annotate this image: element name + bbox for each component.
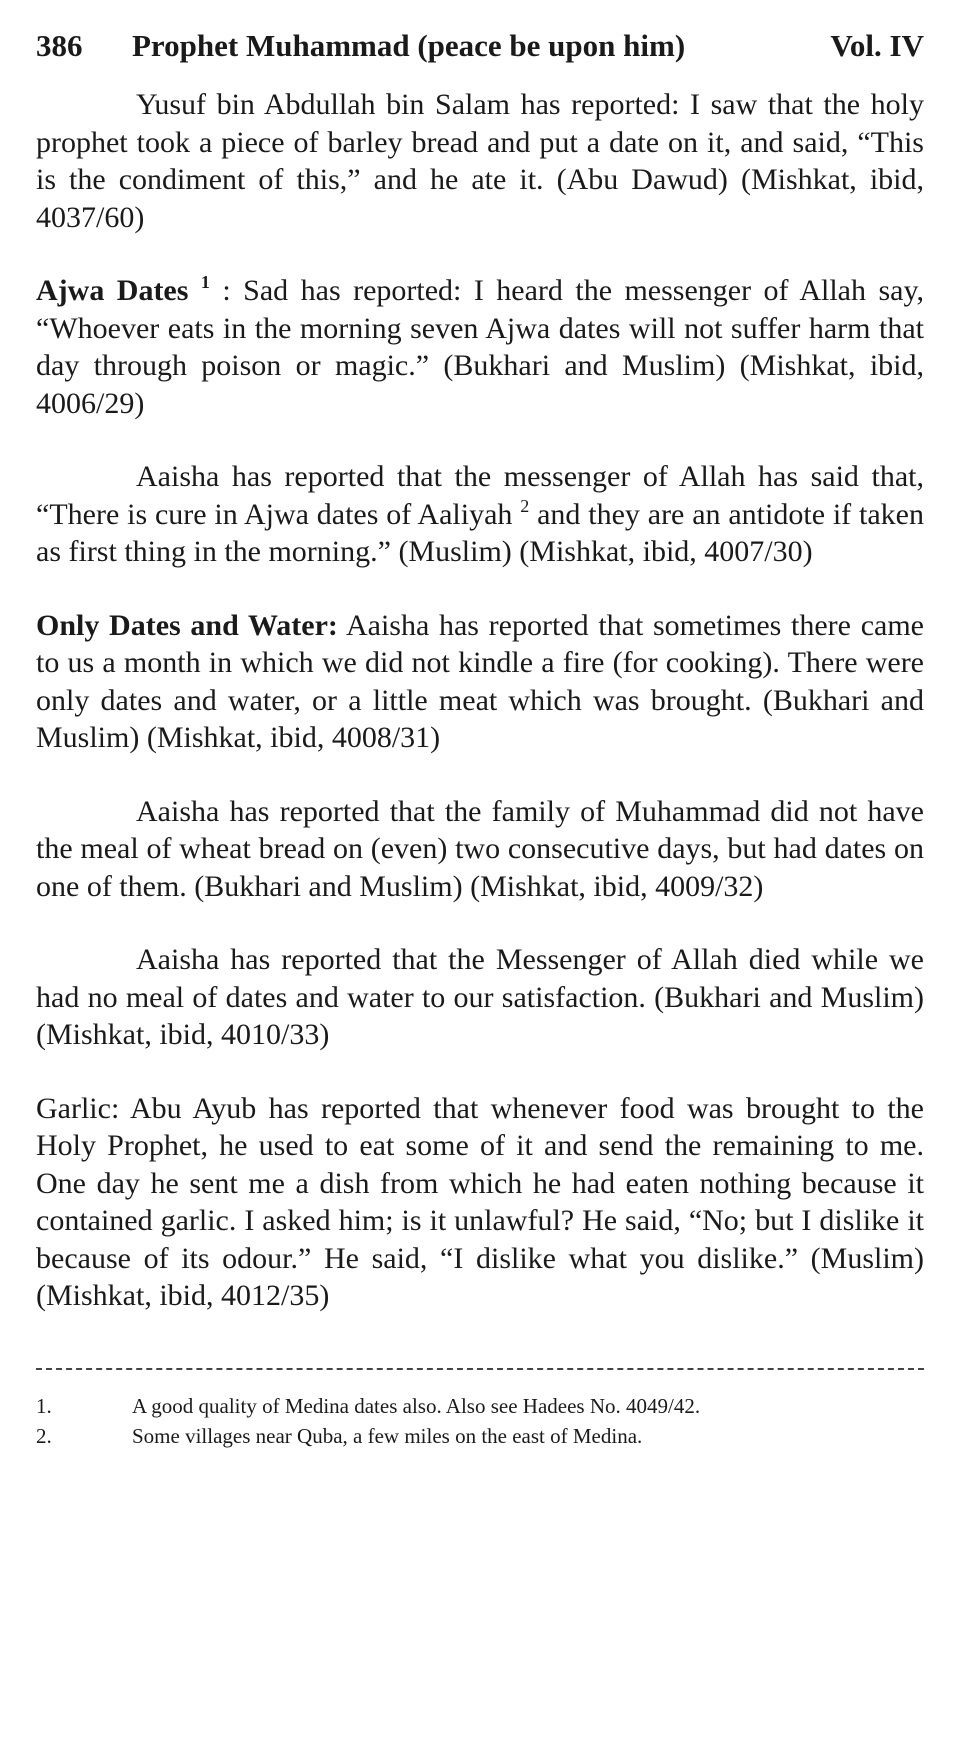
section-heading-ajwa-dates (36, 274, 210, 307)
section-heading-dates-water: Only Dates and Water: (36, 608, 338, 642)
running-title: Prophet Muhammad (peace be upon him) (132, 28, 686, 63)
footnote-ref-2[interactable]: 2 (520, 495, 530, 516)
footnote-ref-1[interactable]: 1 (200, 272, 210, 292)
footnote-1 (36, 1391, 924, 1421)
footnote-number: 1. (36, 1393, 52, 1418)
paragraph-messenger-died (36, 941, 924, 1054)
footnote-number: 2. (36, 1423, 52, 1448)
book-page (36, 26, 924, 1451)
paragraph-ajwa-cure (36, 458, 924, 571)
paragraph-text: Yusuf bin Abdullah bin Salam has reported: I saw that the holy prophet took a piece of barley bread and put a date on it, and said, “This is the condiment of this,” and he ate it. (Abu Dawud) (Mishkat, ibid, 4037/60) (36, 88, 924, 234)
volume-label: Vol. IV (830, 28, 924, 63)
paragraph-ajwa-dates (36, 272, 924, 422)
paragraph-text: Aaisha has reported that the family of Muhammad did not have the meal of wheat bread on (even) two consecutive days, but had dates on one of them. (Bukhari and Muslim) (Mishkat, ibid, 4009/32) (36, 794, 924, 903)
paragraph-text: Aaisha has reported that the Messenger of Allah died while we had no meal of dates and water to our satisfaction. (Bukhari and Muslim) (Mishkat, ibid, 4010/33) (36, 943, 924, 1051)
paragraph-text: Aaisha has reported that sometimes there came to us a month in which we did not kindle a fire (for cooking). There were only dates and water, or a little meat which was brought. (Bukhari and Muslim) (Mishkat, ibid, 4008/31) (36, 608, 924, 754)
paragraph-wheat-bread (36, 793, 924, 906)
paragraph-text: and they are an antidote if taken as first thing in the morning.” (Muslim) (Mishkat, ibid, 4007/30) (36, 497, 924, 568)
footnote-separator (36, 1357, 924, 1381)
paragraph-barley-bread (36, 86, 924, 236)
page-header (36, 26, 924, 66)
paragraph-text: Aaisha has reported that the messenger of Allah has said that, “There is cure in Ajwa dates of Aaliyah (36, 460, 924, 531)
paragraph-garlic (36, 1090, 924, 1315)
paragraph-text: : Sad has reported: I heard the messenger of Allah say, “Whoever eats in the morning seven Ajwa dates will not suffer harm that day through poison or magic.” (Bukhari and Muslim) (Mishkat, ibid, 4006/29) (36, 274, 924, 420)
footnote-text: A good quality of Medina dates also. Also see Hadees No. 4049/42. (132, 1393, 701, 1418)
footnote-2 (36, 1421, 924, 1451)
paragraph-text: Garlic: Abu Ayub has reported that whenever food was brought to the Holy Prophet, he used to eat some of it and send the remaining to me. One day he sent me a dish from which he had eaten nothing because it contained garlic. I asked him; is it unlawful? He said, “No; but I dislike it because of its odour.” He said, “I dislike what you dislike.” (Muslim) (Mishkat, ibid, 4012/35) (36, 1091, 924, 1312)
page-number: 386 (36, 28, 83, 63)
heading-text: Ajwa Dates (36, 274, 189, 307)
paragraph-dates-and-water (36, 607, 924, 757)
footnote-text: Some villages near Quba, a few miles on the east of Medina. (132, 1423, 643, 1448)
